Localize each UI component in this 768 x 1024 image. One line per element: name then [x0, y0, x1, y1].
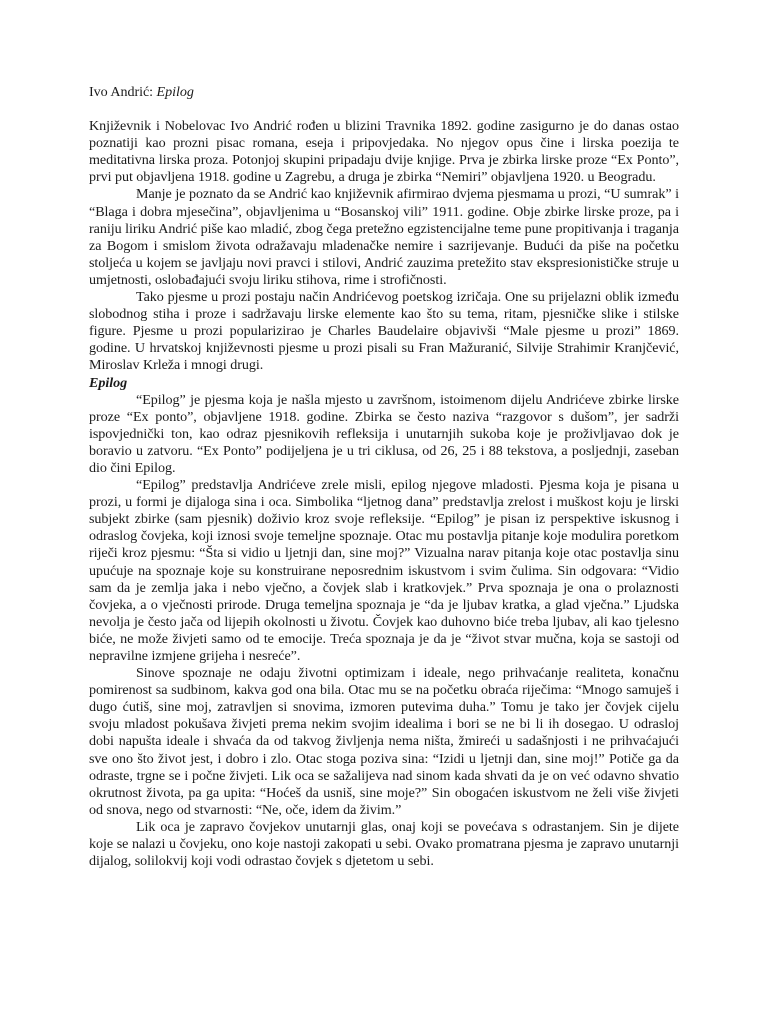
paragraph-intro-3: Tako pjesme u prozi postaju način Andrićevog poetskog izričaja. One su prijelazni oblik između slobodnog stiha i proze i sadržavaju lirske elemente kao što su tema, ritam, pjesničke slike i stilske figure. Pjesme u prozi popularizirao je Charles Baudelaire objavivši “Male pjesme u prozi” 1869. godine. U hrvatskoj književnosti pjesme u prozi pisali su Fran Mažuranić, Silvije Strahimir Kranjčević, Miroslav Krleža i mnogi drugi.	[89, 289, 679, 374]
title-author: Ivo Andrić:	[89, 84, 154, 100]
title-work: Epilog	[156, 84, 194, 100]
paragraph-epilog-1: “Epilog” je pjesma koja je našla mjesto u završnom, istoimenom dijelu Andrićeve zbirke lirske proze “Ex ponto”, objavljene 1918. godine. Zbirka se često naziva “razgovor s dušom”, jer sadrži ispovjednički ton, kao odraz pjesnikovih refleksija i unutarnjih sukoba koje je proživljavao dok je boravio u zatvoru. “Ex Ponto” podijeljena je u tri ciklusa, od 26, 25 i 88 tekstova, a posljednji, zaseban dio čini Epilog.	[89, 391, 679, 476]
paragraph-intro-2: Manje je poznato da se Andrić kao književnik afirmirao dvjema pjesmama u prozi, “U sumrak” i “Blaga i dobra mjesečina”, objavljenima u “Bosanskoj vili” 1911. godine. Obje zbirke lirske proze, pa i raniju liriku Andrić piše kao mladić, zbog čega pretežno egzistencijalne teme pune propitivanja i traganja za Bogom i smislom života odražavaju mladenačke nemire i sazrijevanje. Budući da piše na početku stoljeća u kojem se javljaju novi pravci i stilovi, Andrić zauzima pretežito stav ekspresionističke struje u umjetnosti, oslobađajući svoju liriku stihova, rime i strofičnosti.	[89, 186, 679, 288]
paragraph-epilog-2: “Epilog” predstavlja Andrićeve zrele misli, epilog njegove mladosti. Pjesma koja je pisana u prozi, u formi je dijaloga sina i oca. Simbolika “ljetnog dana” predstavlja zrelost i muškost koju je lirski subjekt zbirke (sam pjesnik) doživio kroz svoje refleksije. “Epilog” je pisan iz perspektive iskusnog i odraslog čovjeka, koji iznosi svoje temeljne spoznaje. Otac mu postavlja pitanje koje modulira poretkom riječi kroz pjesmu: “Šta si vidio u ljetnji dan, sine moj?” Vizualna narav pitanja koje otac postavlja sinu upućuje na spoznaje koje su konstruirane neposrednim iskustvom i svim čulima. Sin odgovara: “Vidio sam da je zemlja jaka i nebo vječno, a čovjek slab i kratkovjek.” Prva spoznaja je ona o prolaznosti čovjeka, a o vječnosti prirode. Druga temeljna spoznaja je “da je ljubav kratka, a glad vječna.” Ljudska nevolja je često jača od lijepih okolnosti u životu. Čovjek kao duhovno biće treba ljubav, ali kao tjelesno biće, ne može živjeti samo od te emocije. Treća spoznaja je da je “život stvar mučna, koja se sastoji od nepravilne izmjene grijeha i nesreće”.	[89, 477, 679, 664]
paragraph-epilog-3: Sinove spoznaje ne odaju životni optimizam i ideale, nego prihvaćanje realiteta, konačnu pomirenost sa sudbinom, kakva god ona bila. Otac mu se na početku obraća riječima: “Mnogo samuješ i dugo ćutiš, sine moj, zatravljen si snovima, izmoren putevima duha.” Tomu je tako jer čovjek cijelu svoju mladost pokušava živjeti prema nekim svojim idealima i bori se ne bi li ih dosegao. U odrasloj dobi napušta ideale i shvaća da od takvog življenja nema ništa, žmireći u sadašnjosti i ne prihvaćajući sve ono što život jest, i dobro i zlo. Otac stoga poziva sina: “Izidi u ljetnji dan, sine moj!” Potiče ga da odraste, trgne se i počne živjeti. Lik oca se sažalijeva nad sinom kada shvati da je on već odavno shvatio okrutnost života, pa ga upita: “Hoćeš da usniš, sine moje?” Sin obogaćen iskustvom ne želi više živjeti od snova, nego od stvarnosti: “Ne, oče, idem da živim.”	[89, 665, 679, 818]
document-title	[89, 84, 679, 101]
document-page	[89, 84, 679, 870]
section-heading: Epilog	[89, 374, 128, 391]
paragraph-epilog-4: Lik oca je zapravo čovjekov unutarnji glas, onaj koji se povećava s odrastanjem. Sin je dijete koje se nalazi u čovjeku, ono koje nastoji zakopati u sebi. Ovako promatrana pjesma je zapravo unutarnji dijalog, solilokvij koji vodi odrastao čovjek s djetetom u sebi.	[89, 818, 679, 870]
paragraph-intro-1: Književnik i Nobelovac Ivo Andrić rođen u blizini Travnika 1892. godine zasigurno je do danas ostao poznatiji kao prozni pisac romana, eseja i pripovjedaka. No njegov opus čine i lirska poezija te meditativna lirska proza. Potonjoj skupini pripadaju dvije knjige. Prva je zbirka lirske proze “Ex Ponto”, prvi put objavljena 1918. godine u Zagrebu, a druga je zbirka “Nemiri” objavljena 1920. u Beogradu.	[89, 118, 679, 186]
